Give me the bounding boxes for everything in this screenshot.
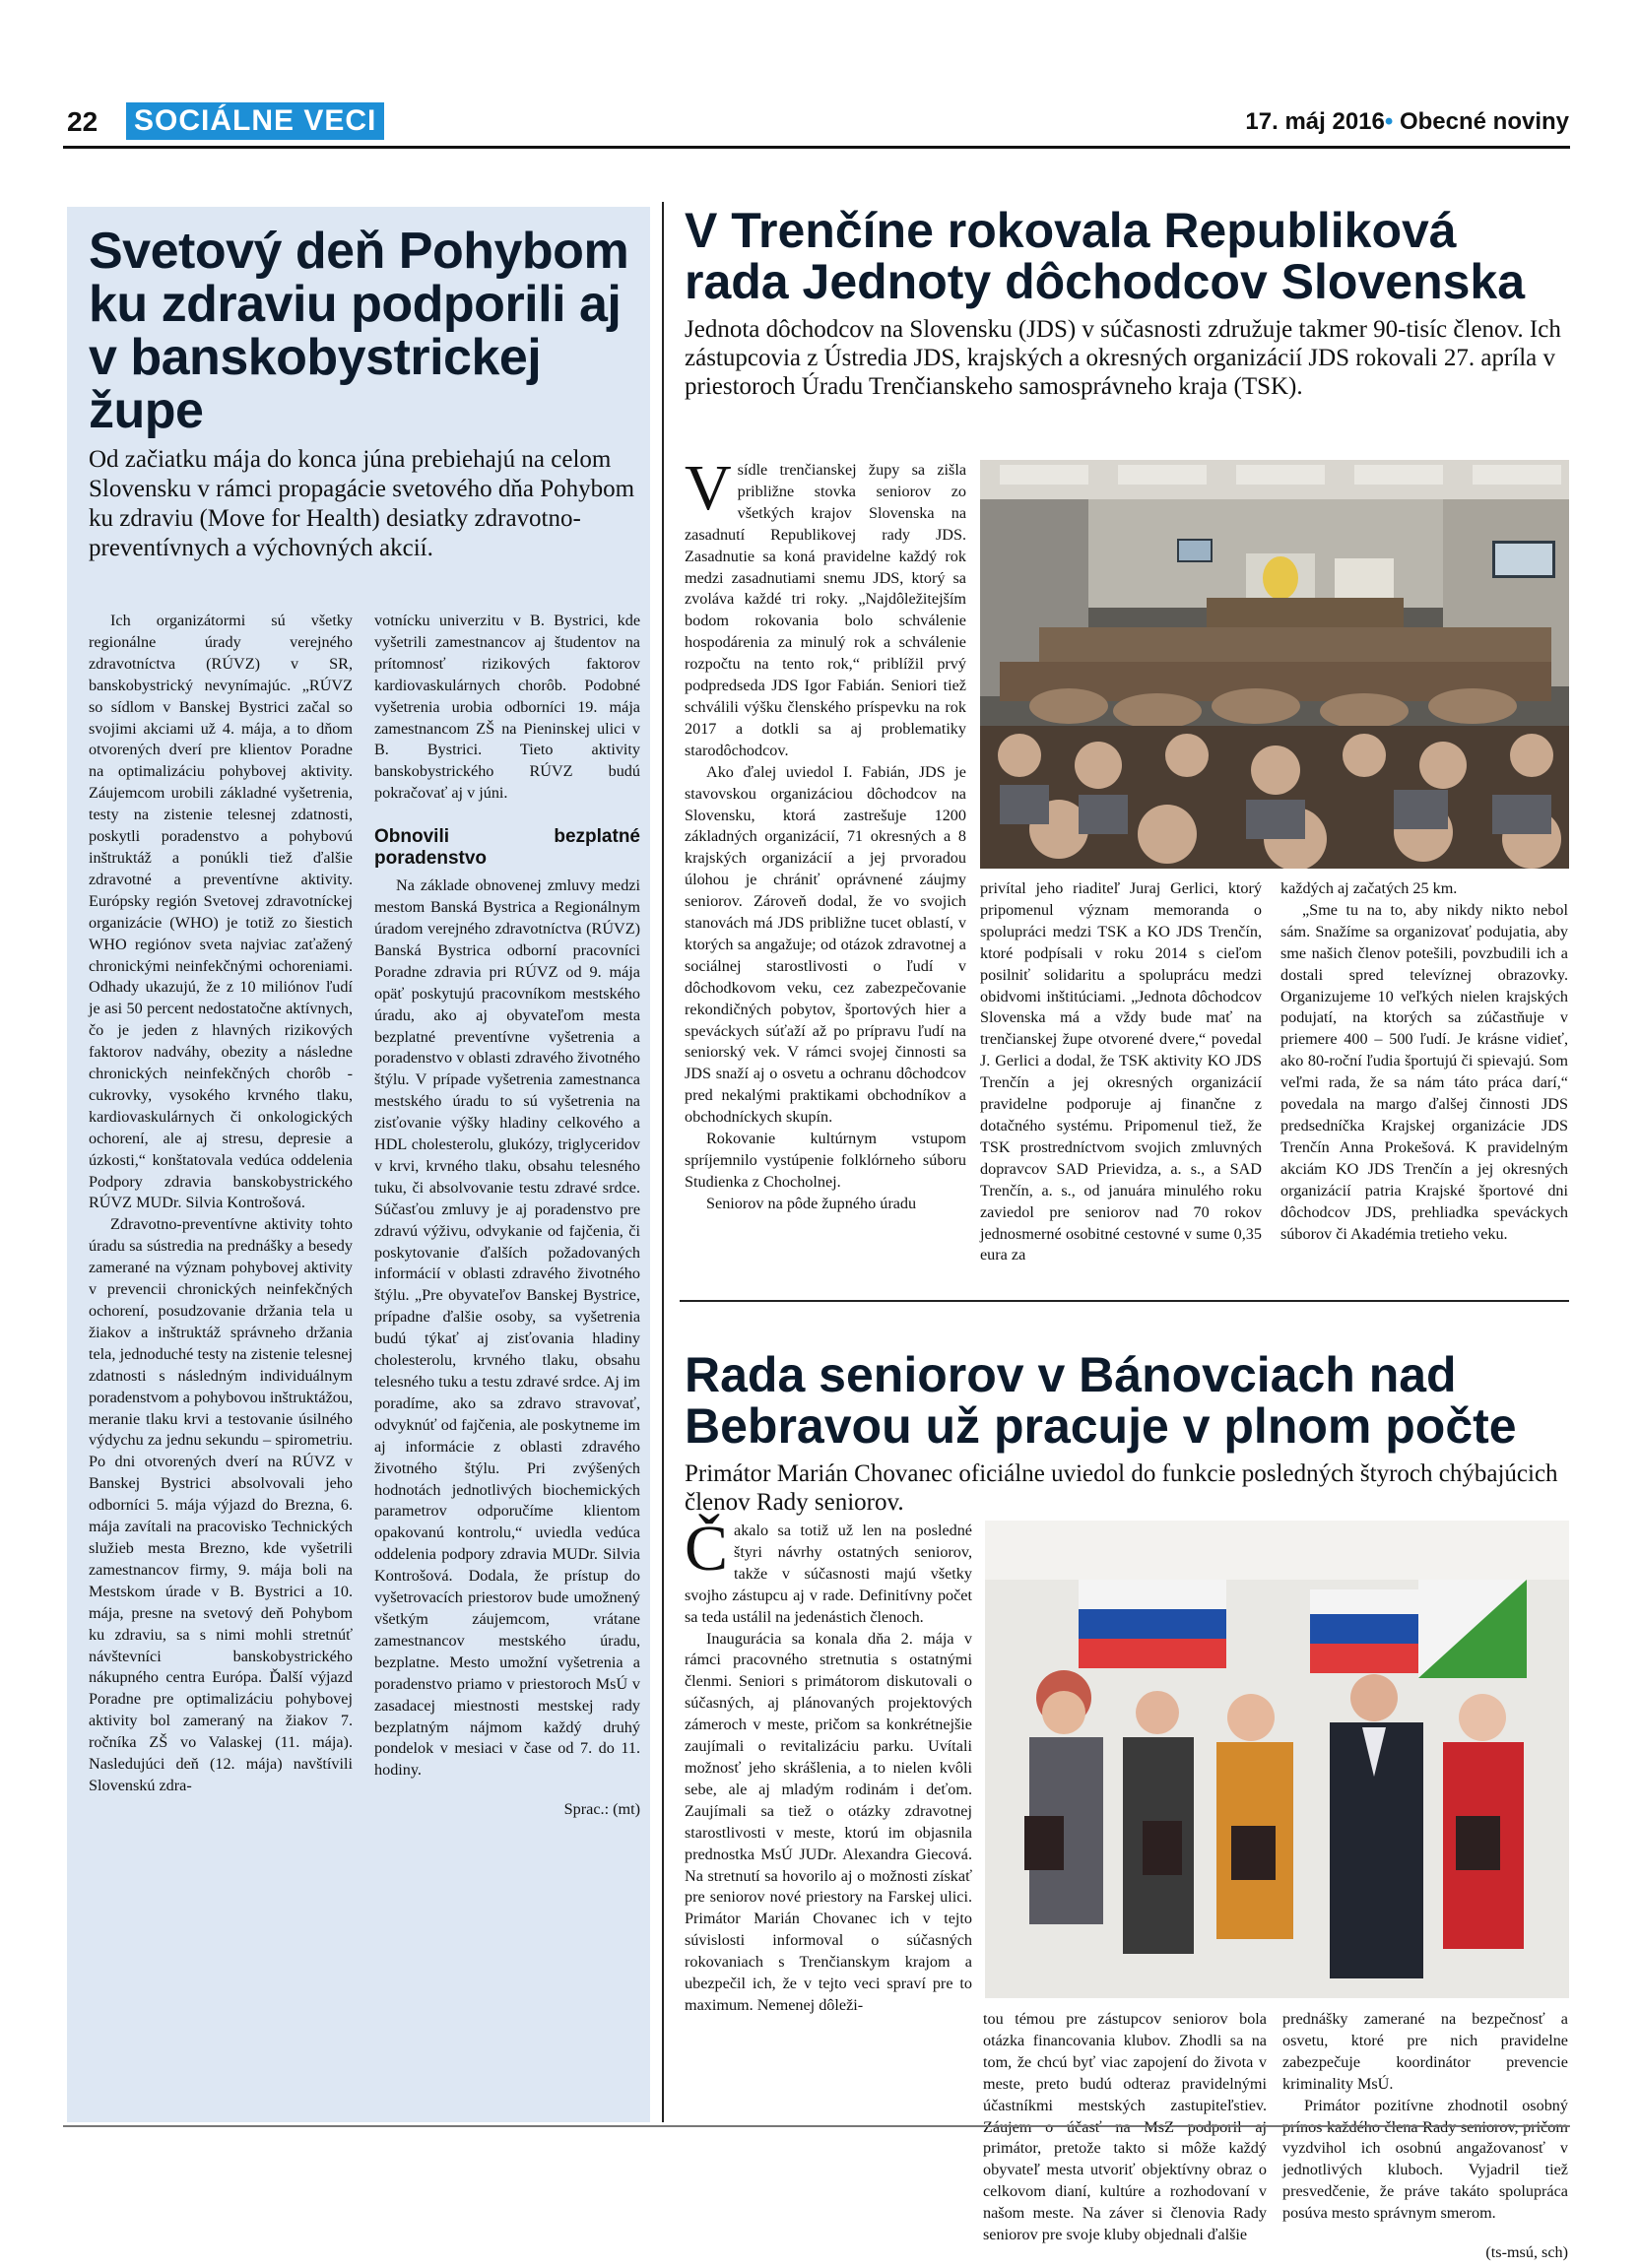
dropcap: V xyxy=(685,452,732,524)
paragraph: Vsídle trenčianskej župy sa zišla približne stovka seniorov zo všetkých krajov Slovenska na zasadnutí Republikovej rady JDS. Zasadnutie sa koná pravidelne každý rok medzi zasadnutiami snemu JDS, ktorý sa zvoláva každé tri roky. „Najdôležitejším bodom rokovania bolo schválenie hospodárenia za minulý rok a schválenie rozpočtu na tento rok,“ priblížil prvý podpredseda JDS Igor Fabián. Seniori tiež schválili výšku členského príspevku na rok 2017 a dotkli sa aj problematiky starodôchodcov. xyxy=(685,452,966,759)
header-rule xyxy=(63,146,1570,149)
left-article-headline: Svetový deň Pohybom ku zdraviu podporili aj v banskobystrickej župe xyxy=(89,223,629,439)
paragraph: Ako ďalej uviedol I. Fabián, JDS je stavovskou organizáciou dôchodcov na Slovensku, ktorá zastrešuje 1200 základných organizácií, 71 okresných a 8 krajských organizácií a jej prvoradou úlohou je chrániť oprávnené záujmy seniorov. Zároveň dodal, že vo svojich stanovách má JDS približne tucet oblastí, v ktorých sa angažuje; od otázok zdravotnej a sociálnej starostlivosti o ľudí v dôchodkovom veku, cez zabezpečovanie rekondičných pobytov, športových hier a speváckych súťaží až po prípravu ľudí na seniorský vek. V rámci svojej činnosti sa JDS snaží aj o osvetu a ochranu dôchodcov pred nekalými praktikami obchodníkov a obchodníckych skupín. xyxy=(685,762,966,1127)
section-label: SOCIÁLNE VECI xyxy=(126,102,384,140)
bullet-separator: • xyxy=(1384,108,1394,135)
paragraph: Seniorov na pôde župného úradu xyxy=(706,1194,917,1212)
council-members-photo xyxy=(985,1521,1569,1998)
paper-name: Obecné noviny xyxy=(1399,108,1569,135)
article-divider xyxy=(680,1300,1569,1302)
left-article-lead: Od začiatku mája do konca júna prebiehajú na celom Slovensku v rámci propagácie svetového dňa Pohybom ku zdraviu (Move for Health) desiatky zdravotno-preventívnych a výchovných akcií. xyxy=(89,446,635,561)
footer-rule xyxy=(63,2125,1570,2127)
paragraph: každých aj začatých 25 km. xyxy=(1280,879,1458,897)
paragraph: prednášky zamerané na bezpečnosť a osvetu, ktoré pre nich pravidelne zabezpečuje koordinátor prevencie kriminality MsÚ. xyxy=(1282,2010,1568,2093)
dropcap: Č xyxy=(685,1513,729,1585)
right-article-2-column-3 xyxy=(1282,2009,1568,2264)
issue-info xyxy=(1245,108,1569,136)
right-article-1-column-3 xyxy=(1280,878,1568,1245)
left-article-byline: Sprac.: (mt) xyxy=(563,1800,640,1819)
left-article-subheading: Obnovili bezplatné poradenstvo xyxy=(374,826,640,870)
left-article-column-1 xyxy=(89,611,353,1797)
right-article-2-lead: Primátor Marián Chovanec oficiálne uviedol do funkcie posledných štyroch chýbajúcich členov Rady seniorov. xyxy=(685,1460,1558,1516)
right-article-2-headline: Rada seniorov v Bánovciach nad Bebravou už pracuje v plnom počte xyxy=(685,1347,1517,1454)
paragraph: Primátor pozitívne zhodnotil osobný vyzdvihol ich osobnú angažovanosť v jednotlivých kluboch. Vyjadril tiež presvedčenie, že práve takáto spolupráca posúva mesto správnym smerom. xyxy=(1282,2096,1568,2223)
paragraph: Čakalo sa totiž už len na posledné štyri návrhy ostatných seniorov, takže v súčasnosti majú všetky svojho zástupcu aj v rade. Definitívny počet sa teda ustálil na jedenástich členoch. xyxy=(685,1513,972,1626)
column-divider xyxy=(662,202,664,2122)
page-number: 22 xyxy=(67,106,98,137)
assembly-hall-photo xyxy=(980,460,1569,869)
paragraph: Zdravotno-preventívne aktivity tohto úradu sa sústredia na prednášky a besedy zamerané na význam pohybovej aktivity v prevencii chronických neinfekčných ochorení, posudzovanie držania tela u žiakov a inštruktáž správneho držania tela, jednoduché testy na zistenie telesnej zdatnosti s následným individuálnym poradenstvom a pohybovou inštruktážou, meranie tlaku krvi a testovanie úsilného výdychu za jednu sekundu – spirometriu. Po dni otvorených dverí na RÚVZ v Banskej Bystrici absolvovali jeho odborníci 5. mája výjazd do Brezna, 6. mája zavítali na pracovisko Technických služieb mesta Brezno, kde vyšetrili zamestnancov firmy, 9. mája boli na Mestskom úrade v B. Bystrici a 10. mája, presne na svetový deň Pohybom ku zdraviu, sa s nimi mohli stretnúť návštevníci banskobystrického nákupného centra Európa. Ďalší výjazd Poradne pre optimalizáciu pohybovej aktivity bol zameraný na žiakov 7. ročníka ZŠ vo Valaskej (11. mája). Nasledujúci deň (12. mája) navštívili Slovenskú zdra- xyxy=(89,1215,353,1794)
paragraph: „Sme tu na to, aby nikdy nikto nebol sám. Snažíme sa organizovať podujatia, aby sme našich členov potešili, povzbudili ich a dostali spred televíznej obrazovky. Organizujeme 10 veľkých nielen krajských podujatí, na ktorých sa zúčastňuje v priemere 400 – 500 ľudí. Je krásne vidieť, ako 80-roční ľudia športujú či spievajú. Som veľmi rada, že sa nám táto práca darí,“ povedala na margo ďalšej činnosti JDS predsedníčka Krajskej organizácie JDS Trenčín Anna Prokešová. K pravidelným akciám KO JDS Trenčín a jej okresných organizácií patria Krajské športové dni dôchodcov JDS, prehliadka speváckych súborov či Akadémia tretieho veku. xyxy=(1280,900,1568,1243)
paragraph: privítal jeho riaditeľ Juraj Gerlici, ktorý pripomenul význam memoranda o spolupráci medzi TSK a KO JDS Trenčín, ktoré podpísali v roku 2014 s cieľom posilniť solidaritu a spoluprácu medzi obidvomi inštitúciami. „Jednota dôchodcov Slovenska má a vždy bude mať na trenčianskej župe otvorené dvere,“ povedal J. Gerlici a dodal, že TSK aktivity KO JDS Trenčín a jej okresných organizácií pravidelne podporuje aj finančne z dotačného systému. Pripomenul tiež, že TSK prostredníctvom svojich zmluvných dopravcov SAD Prievidza, a. s., a SAD Trenčín, a. s., od januára minulého roku zaviedol pre seniorov nad 70 rokov jednosmerné osobitné cestovné v sume 0,35 eura za xyxy=(980,879,1262,1264)
paragraph: Na základe obnovenej zmluvy medzi mestom Banská Bystrica a Regionálnym úradom verejného zdravotníctva (RÚVZ) Banská Bystrica odborní pracovníci Poradne zdravia pri RÚVZ od 9. mája opäť poskytujú pracovníkom mestského úradu, ako aj obyvateľom mesta bezplatné preventívne vyšetrenia a poradenstvo v oblasti zdravého životného štýlu. V prípade vyšetrenia zamestnanca mestského úradu to sú vyšetrenia na zisťovanie výšky hladiny celkového a HDL cholesterolu, glukózy, triglyceridov v krvi, krvného tlaku, obsahu telesného tuku, či absolvovanie testu zdravé srdce. Súčasťou zmluvy je aj poradenstvo pre zdravú výživu, odvykanie od fajčenia, či poskytovanie ďalších požadovaných informácií v oblasti zdravého životného štýlu. „Pre obyvateľov Banskej Bystrice, prípadne ďalšie osoby, sa vyšetrenia budú týkať aj zisťovania hladiny cholesterolu, krvného tlaku, obsahu telesného tuku a testu zdravé srdce. Aj im poradíme, ako sa zdravo stravovať, odvyknúť od fajčenia, ale poskytneme im aj informácie z oblasti zdravého životného štýlu. Pri zvýšených hodnotách jednotlivých biochemických parametrov odporučíme klientom opakovanú kontrolu,“ uviedla vedúca oddelenia podpory zdravia MUDr. Silvia Kontrošová. Dodala, že prístup do vyšetrovacích priestorov bude umožnený všetkým záujemcom, vrátane zamestnancov mestského úradu, bezplatne. Mesto umožní vyšetrenia a poradenstvo priamo v priestoroch MsÚ v zasadacej miestnosti mestskej rady bezplatným nájmom každý druhý pondelok v mesiaci v čase od 7. do 11. hodiny. xyxy=(374,876,640,1780)
right-article-1-lead: Jednota dôchodcov na Slovensku (JDS) v súčasnosti združuje takmer 90-tisíc členov. Ich zástupcovia z Ústredia JDS, krajských a okresných organizácií JDS rokovali 27. apríla v priestoroch Úradu Trenčianskeho samosprávneho kraja (TSK). xyxy=(685,316,1561,400)
paragraph: Inaugurácia sa konala dňa 2. mája v rámci pracovného stretnutia s ostatnými členmi. Seniori s primátorom diskutovali o súčasných, aj plánovaných projektových zámeroch v meste, pričom sa konkrétnejšie zaujímali o revitalizáciu parku. Uvítali možnosť jeho skrášlenia, a to nielen kvôli sebe, ale aj mladým rodinám i deťom. Zaujímali sa tiež o otázky zdravotnej starostlivosti v meste, ktorú im objasnila prednostka MsÚ JUDr. Alexandra Giecová. Na stretnutí sa hovorilo aj o možnosti získať pre seniorov nové priestory na Farskej ulici. Primátor Marián Chovanec ich v tejto súvislosti informoval o súčasných rokovaniach s Trenčianskym krajom a ubezpečil ich, že v tejto veci spraví pre to maximum. Nemenej dôleži- xyxy=(685,1629,972,2014)
paragraph: votnícku univerzitu v B. Bystrici, kde vyšetrili zamestnancov aj študentov na prítomnosť rizikových faktorov kardiovaskulárnych chorôb. Podobné vyšetrenia urobia odborníci 19. mája zamestnancom ZŠ na Pieninskej ulici v B. Bystrici. Tieto aktivity banskobystrického RÚVZ budú pokračovať aj v júni. xyxy=(374,612,640,803)
left-article-column-2 xyxy=(374,611,640,1821)
right-article-1-headline: V Trenčíne rokovala Republiková rada Jednoty dôchodcov Slovenska xyxy=(685,203,1526,309)
right-article-1-column-2 xyxy=(980,878,1262,1266)
paragraph: tou témou pre zástupcov seniorov bola otázka financovania klubov. Zhodli sa na tom, že chcú byť viac zapojení do života v meste, preto budú odteraz pravidelnými účastníkmi mestských zastupiteľstiev. primátor, pretože takto si môže každý obyvateľ mesta utvoriť objektívny obraz o celkovom dianí, kultúre a rozhodovaní v našom meste. Na záver si členovia Rady seniorov pre svoje kluby objednali ďalšie xyxy=(983,2010,1267,2244)
right-article-2-column-1 xyxy=(685,1513,972,2017)
paragraph: Rokovanie kultúrnym vstupom spríjemnilo vystúpenie folklórneho súboru Studienka z Chocholnej. xyxy=(685,1130,966,1191)
right-article-2-byline: (ts-msú, sch) xyxy=(1485,2243,1568,2262)
right-article-1-column-1 xyxy=(685,452,966,1215)
issue-date: 17. máj 2016 xyxy=(1245,108,1385,135)
right-article-2-column-2 xyxy=(983,2009,1267,2246)
paragraph: Ich organizátormi sú všetky regionálne úrady verejného zdravotníctva (RÚVZ) v SR, banskobystrický nevynímajúc. „RÚVZ so sídlom v Banskej Bystrici začal so svojimi akciami už 4. mája, a to dňom otvorených dverí pre klientov Poradne na optimalizáciu pohybovej aktivity. Záujemcom urobili základné vyšetrenia, testy na zistenie telesnej zdatnosti, poskytli poradenstvo a pohybovú inštruktáž a ponúkli tiež ďalšie zdravotné a preventívne aktivity. Európsky región Svetovej zdravotníckej organizácie (WHO) je totiž zo šiestich WHO regiónov sveta najviac zaťažený chronickými neinfekčnými ochoreniami. Odhady ukazujú, že z 10 miliónov ľudí je asi 50 percent nedostatočne aktívnych, čo je jeden z hlavných rizikových faktorov nadváhy, obezity a následne chronických neinfekčných chorôb - cukrovky, vysokého krvného tlaku, kardiovaskulárnych či onkologických ochorení, ale aj stresu, depresie a úzkosti,“ konštatovala vedúca oddelenia Podpory zdravia banskobystrického RÚVZ MUDr. Silvia Kontrošová. xyxy=(89,612,353,1212)
